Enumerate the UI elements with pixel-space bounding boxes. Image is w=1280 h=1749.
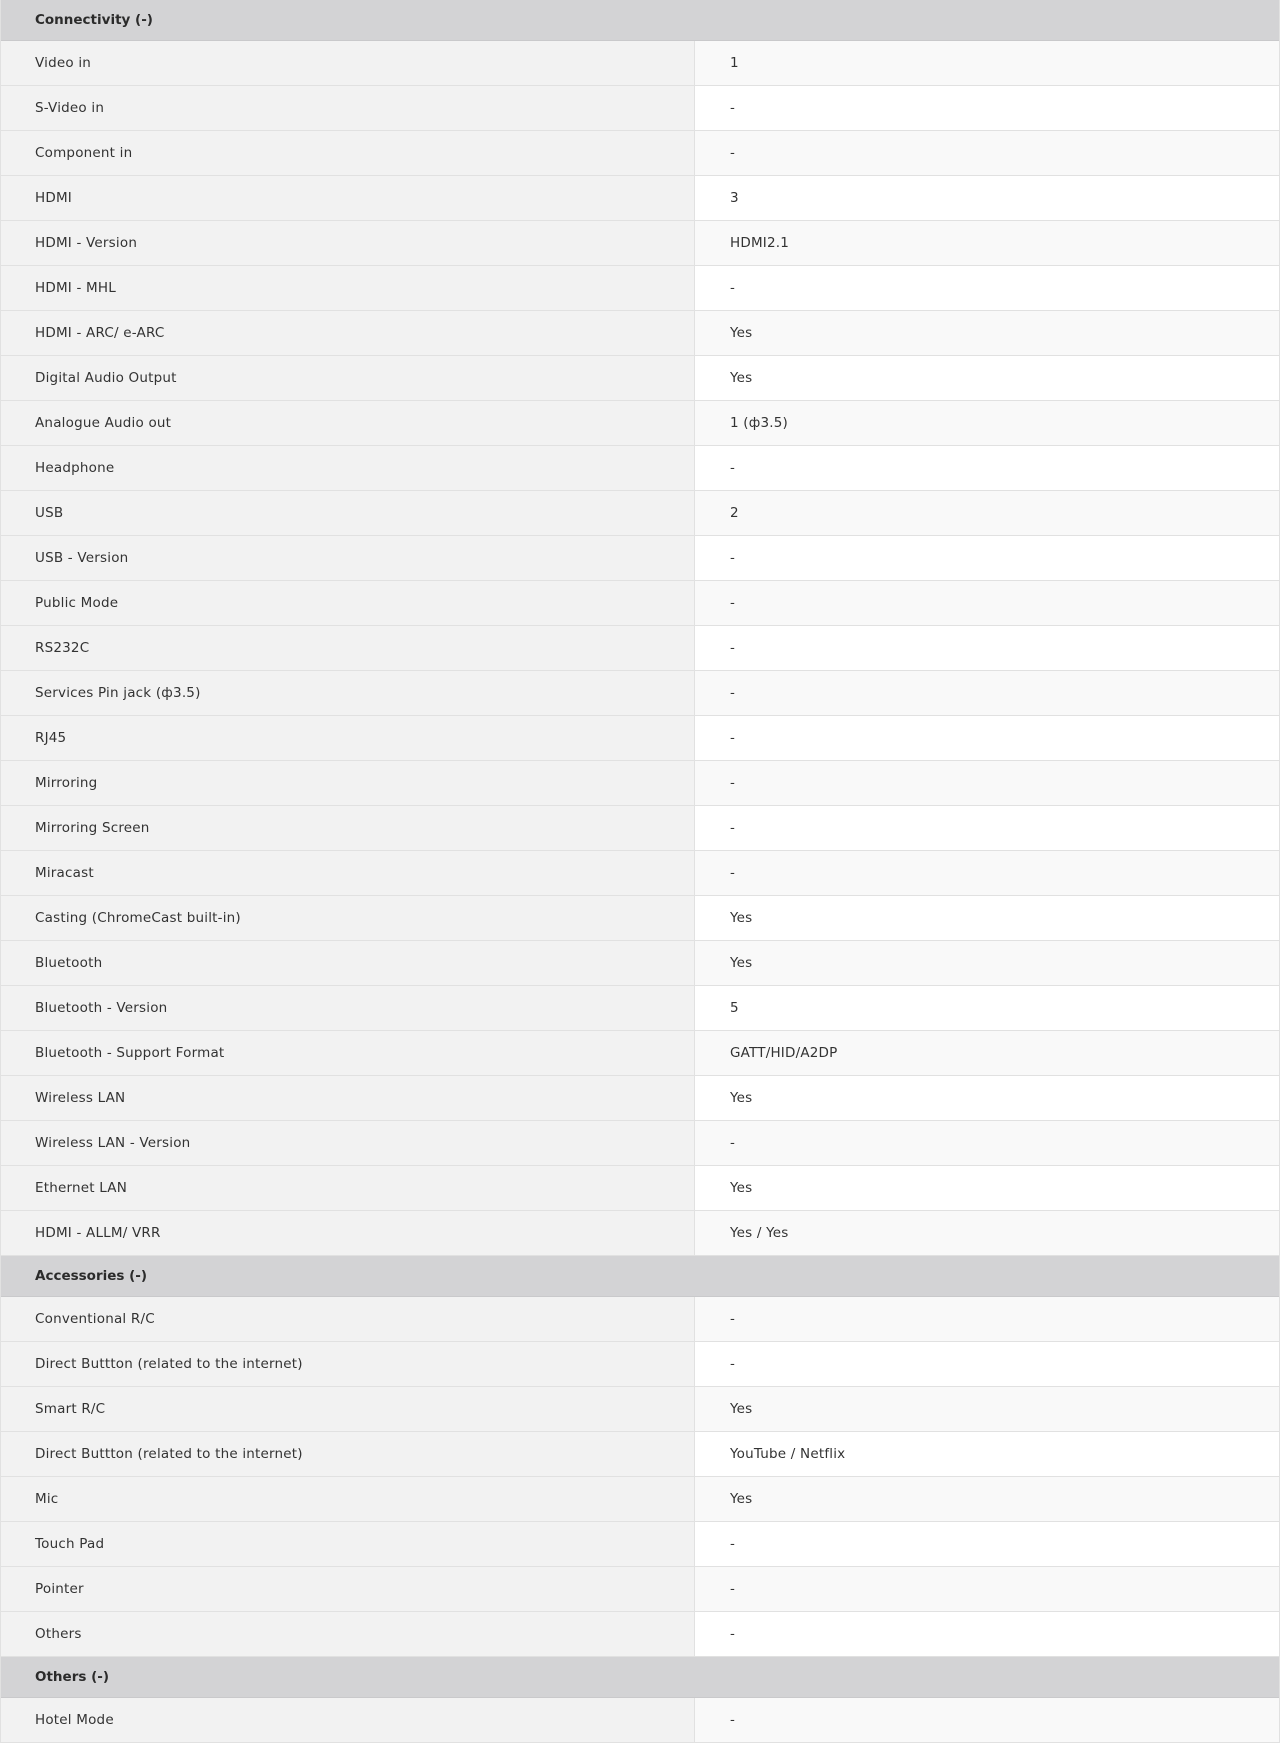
table-row: [1, 356, 1279, 401]
table-row: [1, 896, 1279, 941]
spec-label: Miracast: [1, 851, 695, 895]
spec-label: HDMI - ARC/ e-ARC: [1, 311, 695, 355]
spec-label: Hotel Mode: [1, 1698, 695, 1742]
spec-label: Services Pin jack (ф3.5): [1, 671, 695, 715]
spec-label: USB: [1, 491, 695, 535]
spec-value: -: [695, 581, 1279, 625]
spec-value: Yes / Yes: [695, 1211, 1279, 1255]
table-row: [1, 86, 1279, 131]
spec-value: -: [695, 536, 1279, 580]
table-row: [1, 221, 1279, 266]
spec-label: Direct Buttton (related to the internet): [1, 1432, 695, 1476]
spec-value: Yes: [695, 311, 1279, 355]
table-row: [1, 176, 1279, 221]
spec-label: RJ45: [1, 716, 695, 760]
spec-value: -: [695, 131, 1279, 175]
spec-value: Yes: [695, 1387, 1279, 1431]
spec-label: Pointer: [1, 1567, 695, 1611]
spec-label: Bluetooth - Support Format: [1, 1031, 695, 1075]
spec-value: HDMI2.1: [695, 221, 1279, 265]
spec-label: USB - Version: [1, 536, 695, 580]
spec-label: Video in: [1, 41, 695, 85]
spec-label: Bluetooth: [1, 941, 695, 985]
spec-value: -: [695, 851, 1279, 895]
spec-value: Yes: [695, 1076, 1279, 1120]
table-row: [1, 1211, 1279, 1256]
table-row: [1, 671, 1279, 716]
spec-label: Direct Buttton (related to the internet): [1, 1342, 695, 1386]
spec-value: -: [695, 806, 1279, 850]
spec-label: Public Mode: [1, 581, 695, 625]
spec-label: Mic: [1, 1477, 695, 1521]
table-row: [1, 1166, 1279, 1211]
spec-label: Ethernet LAN: [1, 1166, 695, 1210]
table-row: [1, 446, 1279, 491]
spec-label: Headphone: [1, 446, 695, 490]
table-row: [1, 941, 1279, 986]
spec-label: Touch Pad: [1, 1522, 695, 1566]
spec-label: Casting (ChromeCast built-in): [1, 896, 695, 940]
spec-label: HDMI - Version: [1, 221, 695, 265]
spec-value: GATT/HID/A2DP: [695, 1031, 1279, 1075]
spec-value: Yes: [695, 356, 1279, 400]
spec-value: Yes: [695, 941, 1279, 985]
table-row: [1, 1432, 1279, 1477]
table-row: [1, 401, 1279, 446]
table-row: [1, 1477, 1279, 1522]
spec-value: -: [695, 446, 1279, 490]
spec-value: -: [695, 626, 1279, 670]
spec-label: Mirroring Screen: [1, 806, 695, 850]
spec-label: Analogue Audio out: [1, 401, 695, 445]
spec-value: Yes: [695, 1477, 1279, 1521]
spec-value: Yes: [695, 896, 1279, 940]
table-row: [1, 1342, 1279, 1387]
table-row: [1, 626, 1279, 671]
table-row: [1, 1076, 1279, 1121]
section-header-accessories[interactable]: Accessories (-): [1, 1256, 1279, 1297]
table-row: [1, 761, 1279, 806]
section-header-others[interactable]: Others (-): [1, 1657, 1279, 1698]
spec-value: 1 (ф3.5): [695, 401, 1279, 445]
spec-value: YouTube / Netflix: [695, 1432, 1279, 1476]
spec-label: S-Video in: [1, 86, 695, 130]
spec-label: Digital Audio Output: [1, 356, 695, 400]
spec-value: -: [695, 1522, 1279, 1566]
table-row: [1, 536, 1279, 581]
spec-value: -: [695, 1121, 1279, 1165]
spec-label: HDMI - MHL: [1, 266, 695, 310]
spec-value: -: [695, 266, 1279, 310]
table-row: [1, 851, 1279, 896]
table-row: [1, 1612, 1279, 1657]
table-row: [1, 1297, 1279, 1342]
spec-label: Mirroring: [1, 761, 695, 805]
spec-value: -: [695, 1612, 1279, 1656]
spec-value: 1: [695, 41, 1279, 85]
table-row: [1, 1522, 1279, 1567]
table-row: [1, 1031, 1279, 1076]
table-row: [1, 131, 1279, 176]
spec-value: -: [695, 1698, 1279, 1742]
table-row: [1, 266, 1279, 311]
table-row: [1, 1121, 1279, 1166]
table-row: [1, 491, 1279, 536]
spec-label: Component in: [1, 131, 695, 175]
spec-value: -: [695, 86, 1279, 130]
table-row: [1, 1387, 1279, 1432]
spec-label: Smart R/C: [1, 1387, 695, 1431]
spec-value: -: [695, 671, 1279, 715]
table-row: [1, 1567, 1279, 1612]
spec-value: 5: [695, 986, 1279, 1030]
spec-value: 3: [695, 176, 1279, 220]
spec-label: Conventional R/C: [1, 1297, 695, 1341]
spec-value: -: [695, 761, 1279, 805]
table-row: [1, 311, 1279, 356]
spec-value: Yes: [695, 1166, 1279, 1210]
table-row: [1, 41, 1279, 86]
spec-label: Wireless LAN - Version: [1, 1121, 695, 1165]
spec-value: -: [695, 1342, 1279, 1386]
table-row: [1, 806, 1279, 851]
spec-value: 2: [695, 491, 1279, 535]
table-row: [1, 716, 1279, 761]
spec-label: Bluetooth - Version: [1, 986, 695, 1030]
table-row: [1, 986, 1279, 1031]
spec-label: Others: [1, 1612, 695, 1656]
spec-value: -: [695, 1297, 1279, 1341]
spec-value: -: [695, 716, 1279, 760]
spec-label: RS232C: [1, 626, 695, 670]
spec-label: HDMI: [1, 176, 695, 220]
table-row: [1, 581, 1279, 626]
spec-value: -: [695, 1567, 1279, 1611]
spec-label: Wireless LAN: [1, 1076, 695, 1120]
section-header-connectivity[interactable]: Connectivity (-): [1, 0, 1279, 41]
spec-label: HDMI - ALLM/ VRR: [1, 1211, 695, 1255]
table-row: [1, 1698, 1279, 1743]
